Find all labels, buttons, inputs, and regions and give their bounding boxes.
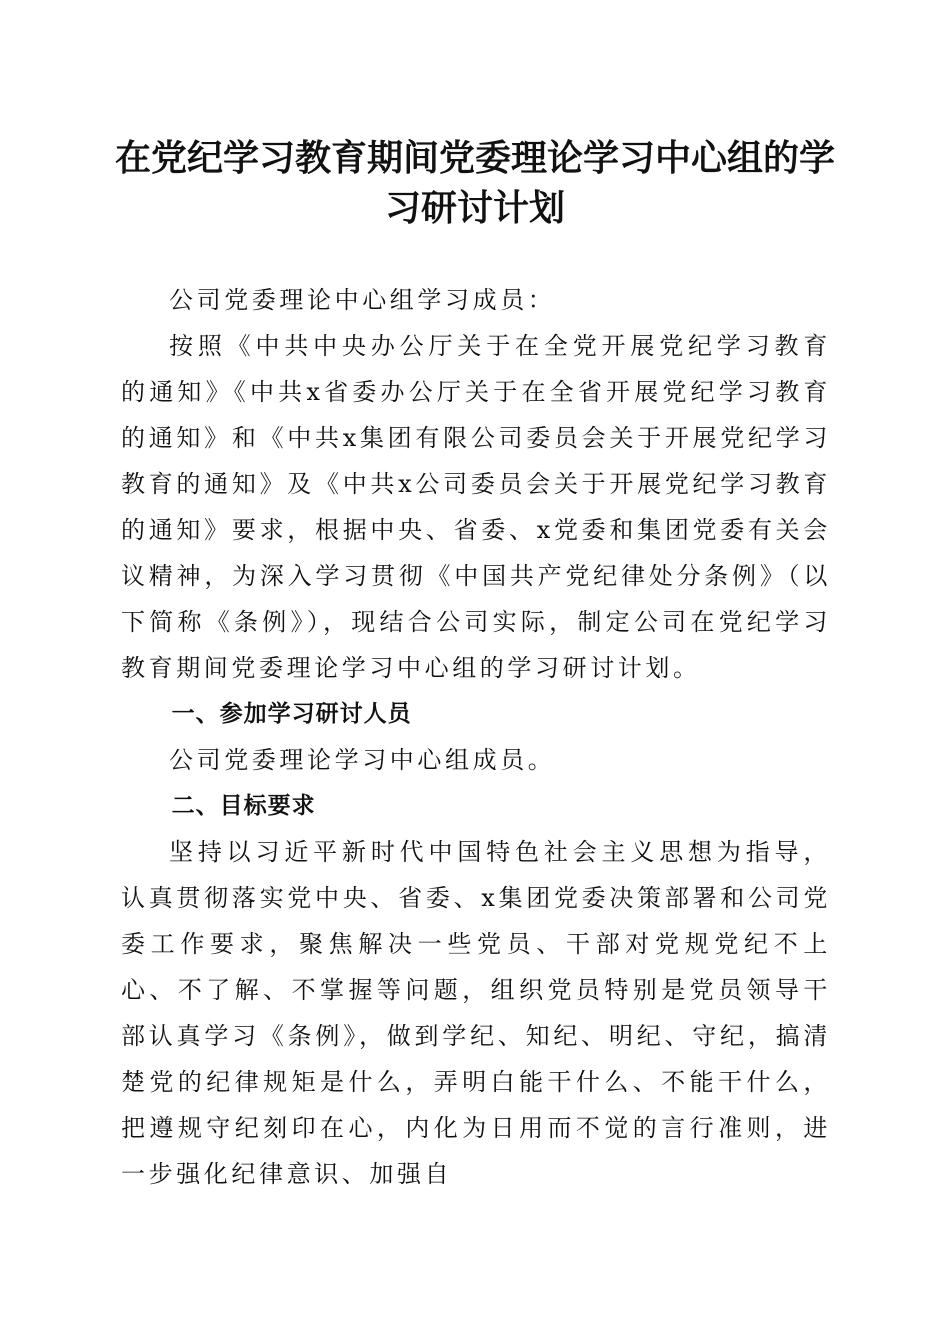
document-title: 在党纪学习教育期间党委理论学习中心组的学习研讨计划 [114,137,835,229]
goals-paragraph: 坚持以习近平新时代中国特色社会主义思想为指导，认真贯彻落实党中央、省委、x集团党委决策部署和公司党委工作要求，聚焦解决一些党员、干部对党规党纪不上心、不了解、不掌握等问题，组织党员特别是党员领导干部认真学习《条例》，做到学纪、知纪、明纪、守纪，搞清楚党的纪律规矩是什么，弄明白能干什么、不能干什么，把遵规守纪刻印在心，内化为日用而不觉的言行准则，进一步强化纪律意识、加强自 [121,838,831,1188]
salutation: 公司党委理论中心组学习成员： [169,286,556,314]
participants-paragraph: 公司党委理论学习中心组成员。 [169,746,556,774]
intro-paragraph: 按照《中共中央办公厅关于在全党开展党纪学习教育的通知》《中共x省委办公厅关于在全省开展党纪学习教育的通知》和《中共x集团有限公司委员会关于开展党纪学习教育的通知》及《中共x公司委员会关于开展党纪学习教育的通知》要求，根据中央、省委、x党委和集团党委有关会议精神，为深入学习贯彻《中国共产党纪律处分条例》（以下简称《条例》），现结合公司实际，制定公司在党纪学习教育期间党委理论学习中心组的学习研讨计划。 [121,332,831,682]
document-body [121,277,831,1197]
section-heading-goals: 二、目标要求 [171,793,316,819]
section-heading-participants: 一、参加学习研讨人员 [171,701,412,727]
